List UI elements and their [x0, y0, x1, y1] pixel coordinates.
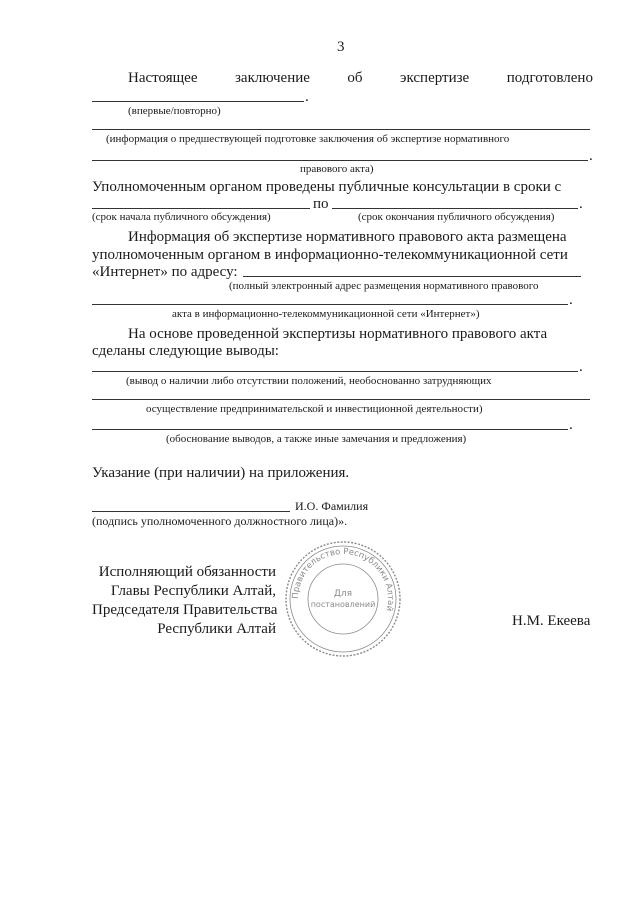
caption-prior-info: (информация о предшествующей подготовке заключения об экспертизе нормативного	[106, 133, 510, 145]
blank-line	[92, 160, 588, 161]
conclusions-text: сделаны следующие выводы:	[92, 343, 279, 359]
signatory-title-line: Исполняющий обязанности	[98, 564, 276, 580]
end-dot: .	[569, 417, 573, 433]
caption-justification: (обоснование выводов, а также иные замечания и предложения)	[166, 433, 467, 445]
publication-text: «Интернет» по адресу:	[92, 264, 238, 280]
blank-line	[92, 129, 590, 130]
publication-text: уполномоченным органом в информационно-телекоммуникационной сети	[92, 247, 568, 263]
consultations-text: Уполномоченным органом проведены публичные консультации в сроки с	[92, 179, 562, 195]
caption-prior-info-2: правового акта)	[300, 163, 374, 175]
stamp-center-ring	[308, 564, 378, 634]
intro-line	[128, 69, 593, 87]
end-dot: .	[579, 196, 583, 212]
intro-word: Настоящее	[128, 70, 198, 86]
blank-line	[243, 276, 581, 277]
conclusions-text: На основе проведенной экспертизы нормативного правового акта	[128, 326, 548, 342]
stamp-outer-ring	[286, 542, 400, 656]
caption-signature: (подпись уполномоченного должностного лица)».	[92, 514, 348, 528]
blank-line	[92, 371, 578, 372]
word-po: по	[313, 196, 329, 212]
end-dot: .	[305, 89, 309, 105]
official-stamp	[284, 540, 402, 658]
intro-word: заключение	[235, 70, 310, 86]
blank-line	[92, 208, 310, 209]
intro-word: экспертизе	[400, 70, 470, 86]
signatory-name: Н.М. Екеева	[512, 613, 591, 629]
signatory-title-line: Председателя Правительства	[92, 602, 278, 618]
blank-line	[92, 399, 590, 400]
caption-start-date: (срок начала публичного обсуждения)	[92, 211, 271, 223]
attachments-note: Указание (при наличии) на приложения.	[92, 465, 350, 481]
end-dot: .	[569, 292, 573, 308]
blank-line	[92, 429, 568, 430]
stamp-center-text: Для	[333, 589, 353, 599]
end-dot: .	[589, 148, 593, 164]
signatory-name-placeholder: И.О. Фамилия	[295, 499, 369, 513]
caption-activity: осуществление предпринимательской и инвестиционной деятельности)	[146, 403, 483, 415]
caption-end-date: (срок окончания публичного обсуждения)	[358, 211, 555, 223]
end-dot: .	[579, 359, 583, 375]
page-number: 3	[337, 39, 345, 55]
signature-line	[92, 511, 290, 512]
caption-address: (полный электронный адрес размещения нормативного правового	[229, 280, 539, 292]
blank-line	[332, 208, 578, 209]
stamp-inner-ring	[290, 546, 396, 652]
caption-first-repeat: (впервые/повторно)	[128, 105, 221, 117]
blank-line	[92, 304, 568, 305]
stamp-ring-text: Правительство Республики Алтай	[290, 546, 396, 613]
publication-text: Информация об экспертизе нормативного правового акта размещена	[128, 229, 567, 245]
signatory-title-line: Главы Республики Алтай,	[110, 583, 276, 599]
intro-word: об	[347, 70, 363, 86]
caption-conclusion: (вывод о наличии либо отсутствии положений, необоснованно затрудняющих	[126, 375, 492, 387]
signatory-title-line: Республики Алтай	[157, 621, 276, 637]
blank-line	[92, 101, 304, 102]
intro-word: подготовлено	[506, 70, 593, 86]
caption-address-2: акта в информационно-телекоммуникационной сети «Интернет»)	[172, 308, 480, 320]
signatory-title	[92, 563, 276, 639]
stamp-center-text: постановлений	[310, 600, 376, 609]
